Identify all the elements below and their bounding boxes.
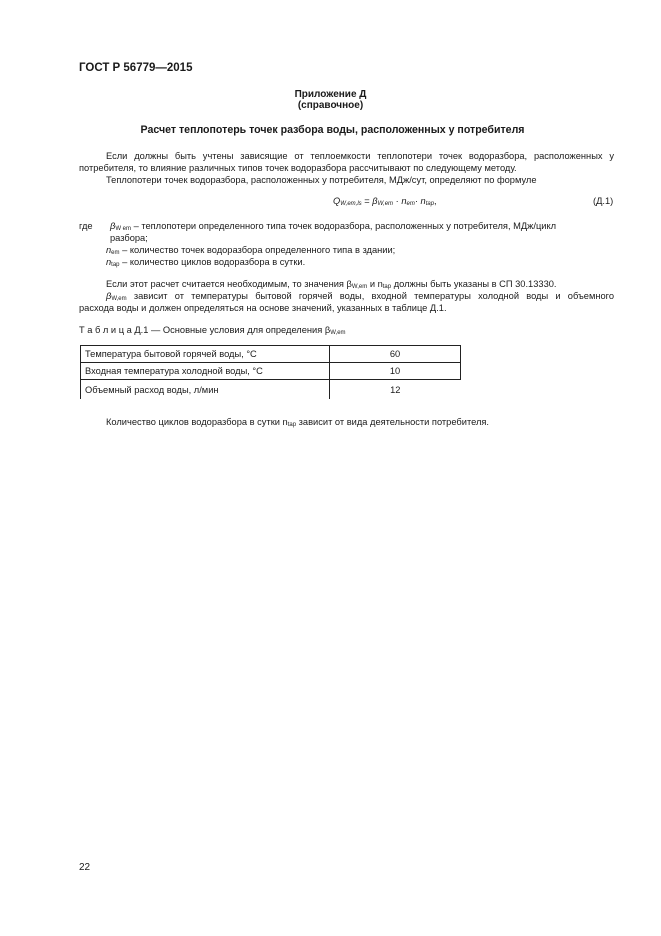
paragraph-1-line-2: потребителя, то влияние различных типов точек водоразбора рассчитывают по следующему методу.: [79, 163, 517, 173]
where-beta: βW em – теплопотери определенного типа точек водоразбора, расположенных у потребителя, МДж/цикл: [110, 221, 557, 232]
conditions-table: [80, 345, 461, 399]
document-header: ГОСТ Р 56779—2015: [79, 62, 193, 74]
formula-number: (Д.1): [593, 196, 614, 206]
table-cell-value: 10: [330, 363, 461, 380]
paragraph-4-line-1: βW,em зависит от температуры бытовой горячей воды, входной температуры холодной воды и объемного: [106, 291, 614, 302]
table-cell-label: Температура бытовой горячей воды, °С: [81, 346, 330, 363]
formula-d1: QW,em,ls = βW,em · nem· ntap,: [333, 196, 437, 207]
where-n-em: nem – количество точек водоразбора определенного типа в здании;: [106, 245, 396, 256]
closing-paragraph: Количество циклов водоразбора в сутки ntap зависит от вида деятельности потребителя.: [106, 417, 489, 428]
table-row: [81, 380, 461, 400]
appendix-subtitle: (справочное): [297, 100, 364, 111]
table-cell-value: 60: [330, 346, 461, 363]
paragraph-4-line-2: расхода воды и должен определяться на основе значений, указанных в таблице Д.1.: [79, 303, 447, 313]
table-cell-label: Входная температура холодной воды, °С: [81, 363, 330, 380]
where-beta-continued: разбора;: [110, 233, 148, 243]
paragraph-1-line-1: Если должны быть учтены зависящие от теплоемкости теплопотери точек водоразбора, расположенных у: [106, 151, 614, 161]
where-label: где: [79, 221, 93, 231]
table-row: [81, 363, 461, 380]
paragraph-2: Теплопотери точек водоразбора, расположенных у потребителя, МДж/сут, определяют по формуле: [106, 175, 537, 185]
table-caption: Т а б л и ц а Д.1 — Основные условия для определения βW,em: [79, 325, 346, 336]
where-n-tap: ntap – количество циклов водоразбора в сутки.: [106, 257, 306, 268]
table-cell-label: Объемный расход воды, л/мин: [81, 380, 330, 400]
table-row: [81, 346, 461, 363]
appendix-title: Приложение Д: [294, 89, 367, 100]
page-number: 22: [79, 862, 91, 873]
table-cell-value: 12: [390, 384, 401, 395]
appendix-heading: Расчет теплопотерь точек разбора воды, расположенных у потребителя: [140, 124, 525, 136]
paragraph-3: Если этот расчет считается необходимым, то значения βW,em и ntap должны быть указаны в СП 30.13330.: [106, 279, 557, 290]
